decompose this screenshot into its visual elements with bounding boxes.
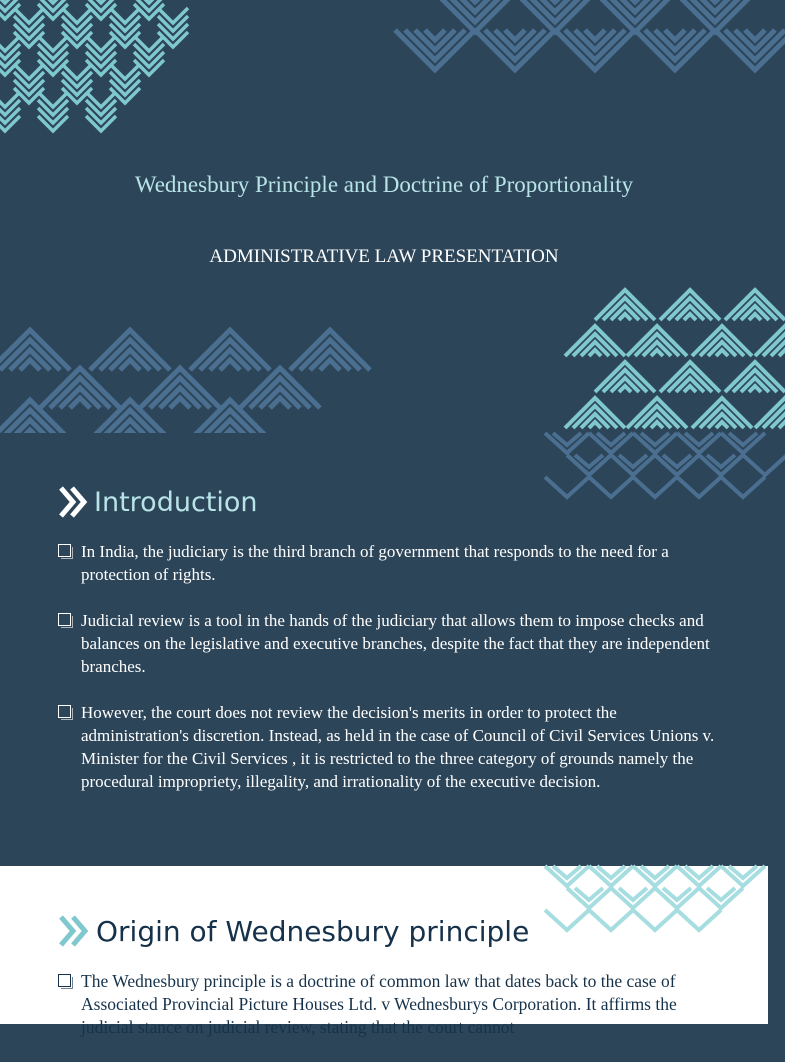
double-chevron-icon <box>58 485 88 519</box>
chevron-pattern-top-right <box>395 0 785 100</box>
square-checkbox-icon <box>58 705 71 718</box>
origin-bullet-list <box>58 970 708 1062</box>
introduction-slide <box>0 433 768 866</box>
square-checkbox-icon <box>58 613 71 626</box>
chevron-pattern-bottom-right <box>565 290 785 440</box>
title-slide <box>0 0 768 433</box>
list-item: Judicial review is a tool in the hands of the judiciary that allows them to impose checks and balances on the legislative and executive branches, despite the fact that they are independent branches. <box>58 609 726 678</box>
presentation-subtitle: ADMINISTRATIVE LAW PRESENTATION <box>209 246 559 267</box>
chevron-pattern-top-right <box>545 866 775 936</box>
list-item: However, the court does not review the decision's merits in order to protect the administration's discretion. Instead, as held in the case of Council of Civil Services Unions v. Minister for the Civil Services , it is restricted to the three category of grounds namely the procedural impropriety, illegality, and irrationality of the executive decision. <box>58 701 726 793</box>
list-item: In India, the judiciary is the third branch of government that responds to the need for a protection of rights. <box>58 540 726 586</box>
square-checkbox-icon <box>58 544 71 557</box>
chevron-pattern-top-left <box>0 0 210 130</box>
heading-text: Origin of Wednesbury principle <box>96 914 530 948</box>
origin-heading <box>58 914 529 948</box>
introduction-heading <box>58 485 258 519</box>
double-chevron-icon <box>58 914 90 948</box>
chevron-pattern-bottom-left <box>0 330 370 440</box>
origin-slide <box>0 866 768 1037</box>
heading-text: Introduction <box>94 486 258 518</box>
list-item: The Wednesbury principle is a doctrine of common law that dates back to the case of Associated Provincial Picture Houses Ltd. v Wednesburys Corporation. It affirms the judicial stance on judicial review, stating that the court cannot <box>58 970 708 1039</box>
square-checkbox-icon <box>58 974 71 987</box>
chevron-pattern-top-right <box>545 433 775 503</box>
introduction-bullet-list <box>58 540 726 816</box>
presentation-title: Wednesbury Principle and Doctrine of Proportionality <box>134 172 634 197</box>
